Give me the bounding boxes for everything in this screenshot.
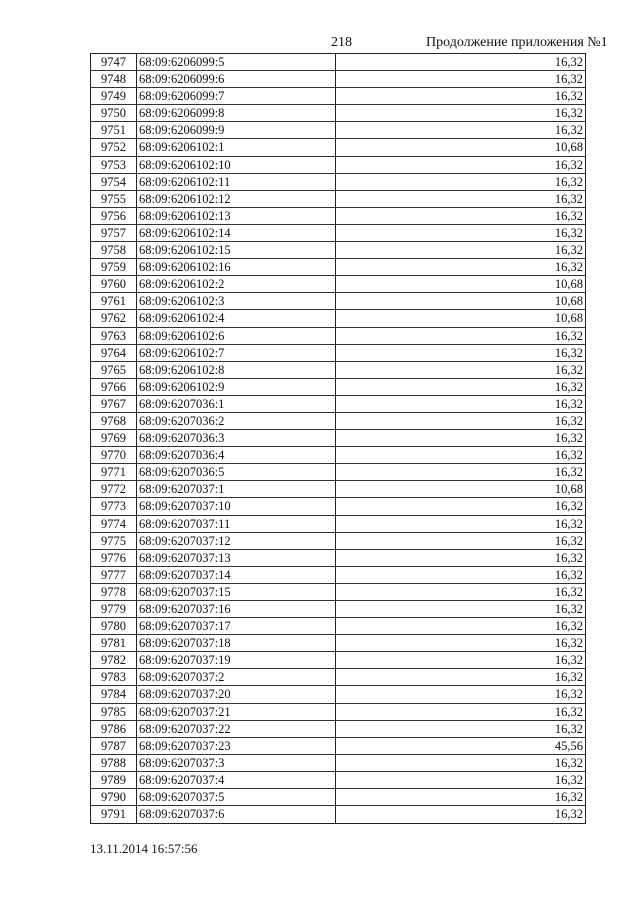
value-cell: 16,32: [335, 191, 586, 207]
cadastral-number-cell: 68:09:6207037:11: [136, 516, 335, 532]
cadastral-number-cell: 68:09:6207037:20: [136, 686, 335, 702]
table-row: [90, 738, 586, 755]
value-cell: 16,32: [335, 772, 586, 788]
value-cell: 10,68: [335, 276, 586, 292]
cadastral-number-cell: 68:09:6206099:6: [136, 71, 335, 87]
row-number-cell: 9788: [90, 755, 136, 771]
cadastral-number-cell: 68:09:6207037:22: [136, 721, 335, 737]
table-row: [90, 122, 586, 139]
cadastral-number-cell: 68:09:6207036:4: [136, 447, 335, 463]
row-number-cell: 9784: [90, 686, 136, 702]
row-number-cell: 9783: [90, 669, 136, 685]
cadastral-number-cell: 68:09:6206102:16: [136, 259, 335, 275]
value-cell: 16,32: [335, 430, 586, 446]
row-number-cell: 9771: [90, 464, 136, 480]
cadastral-number-cell: 68:09:6206102:10: [136, 157, 335, 173]
cadastral-number-cell: 68:09:6207037:19: [136, 652, 335, 668]
row-number-cell: 9764: [90, 345, 136, 361]
row-number-cell: 9786: [90, 721, 136, 737]
cadastral-number-cell: 68:09:6207037:17: [136, 618, 335, 634]
table-row: [90, 533, 586, 550]
cadastral-number-cell: 68:09:6207036:1: [136, 396, 335, 412]
row-number-cell: 9772: [90, 481, 136, 497]
cadastral-number-cell: 68:09:6206099:8: [136, 105, 335, 121]
row-number-cell: 9754: [90, 174, 136, 190]
value-cell: 16,32: [335, 533, 586, 549]
table-row: [90, 498, 586, 515]
table-row: [90, 208, 586, 225]
table-row: [90, 157, 586, 174]
table-row: [90, 54, 586, 71]
row-number-cell: 9753: [90, 157, 136, 173]
value-cell: 16,32: [335, 71, 586, 87]
cadastral-number-cell: 68:09:6207037:2: [136, 669, 335, 685]
table-row: [90, 721, 586, 738]
cadastral-number-cell: 68:09:6207037:13: [136, 550, 335, 566]
row-number-cell: 9789: [90, 772, 136, 788]
cadastral-number-cell: 68:09:6207037:15: [136, 584, 335, 600]
row-number-cell: 9767: [90, 396, 136, 412]
value-cell: 16,32: [335, 686, 586, 702]
cadastral-number-cell: 68:09:6206102:8: [136, 362, 335, 378]
cadastral-number-cell: 68:09:6206102:15: [136, 242, 335, 258]
value-cell: 16,32: [335, 208, 586, 224]
value-cell: 16,32: [335, 54, 586, 70]
row-number-cell: 9777: [90, 567, 136, 583]
table-row: [90, 755, 586, 772]
table-row: [90, 71, 586, 88]
value-cell: 16,32: [335, 755, 586, 771]
table-row: [90, 293, 586, 310]
table-row: [90, 567, 586, 584]
row-number-cell: 9773: [90, 498, 136, 514]
table-row: [90, 669, 586, 686]
row-number-cell: 9756: [90, 208, 136, 224]
row-number-cell: 9766: [90, 379, 136, 395]
value-cell: 45,56: [335, 738, 586, 754]
cadastral-number-cell: 68:09:6206102:13: [136, 208, 335, 224]
row-number-cell: 9761: [90, 293, 136, 309]
row-number-cell: 9749: [90, 88, 136, 104]
table-row: [90, 174, 586, 191]
value-cell: 16,32: [335, 550, 586, 566]
table-row: [90, 618, 586, 635]
table-row: [90, 413, 586, 430]
cadastral-number-cell: 68:09:6206102:7: [136, 345, 335, 361]
value-cell: 16,32: [335, 652, 586, 668]
row-number-cell: 9791: [90, 806, 136, 823]
table-row: [90, 772, 586, 789]
table-row: [90, 550, 586, 567]
cadastral-number-cell: 68:09:6207037:1: [136, 481, 335, 497]
value-cell: 10,68: [335, 139, 586, 155]
row-number-cell: 9785: [90, 704, 136, 720]
row-number-cell: 9776: [90, 550, 136, 566]
value-cell: 16,32: [335, 516, 586, 532]
cadastral-number-cell: 68:09:6207037:23: [136, 738, 335, 754]
table-row: [90, 396, 586, 413]
row-number-cell: 9768: [90, 413, 136, 429]
table-row: [90, 447, 586, 464]
value-cell: 16,32: [335, 669, 586, 685]
row-number-cell: 9790: [90, 789, 136, 805]
cadastral-number-cell: 68:09:6206102:11: [136, 174, 335, 190]
page-number: 218: [331, 35, 352, 50]
cadastral-number-cell: 68:09:6206102:6: [136, 328, 335, 344]
row-number-cell: 9758: [90, 242, 136, 258]
table-row: [90, 806, 586, 823]
table-row: [90, 259, 586, 276]
table-row: [90, 635, 586, 652]
value-cell: 16,32: [335, 806, 586, 823]
value-cell: 16,32: [335, 704, 586, 720]
row-number-cell: 9747: [90, 54, 136, 70]
table-row: [90, 328, 586, 345]
table-row: [90, 516, 586, 533]
value-cell: 16,32: [335, 88, 586, 104]
cadastral-number-cell: 68:09:6206102:3: [136, 293, 335, 309]
table-row: [90, 464, 586, 481]
value-cell: 16,32: [335, 789, 586, 805]
cadastral-number-cell: 68:09:6206099:9: [136, 122, 335, 138]
table-row: [90, 88, 586, 105]
value-cell: 10,68: [335, 293, 586, 309]
row-number-cell: 9770: [90, 447, 136, 463]
table-row: [90, 652, 586, 669]
cadastral-number-cell: 68:09:6206102:4: [136, 310, 335, 326]
table-row: [90, 481, 586, 498]
value-cell: 16,32: [335, 105, 586, 121]
row-number-cell: 9759: [90, 259, 136, 275]
table-row: [90, 430, 586, 447]
row-number-cell: 9760: [90, 276, 136, 292]
value-cell: 16,32: [335, 157, 586, 173]
row-number-cell: 9748: [90, 71, 136, 87]
table-row: [90, 362, 586, 379]
row-number-cell: 9765: [90, 362, 136, 378]
value-cell: 16,32: [335, 379, 586, 395]
value-cell: 10,68: [335, 310, 586, 326]
cadastral-number-cell: 68:09:6207037:16: [136, 601, 335, 617]
cadastral-number-cell: 68:09:6206099:7: [136, 88, 335, 104]
row-number-cell: 9782: [90, 652, 136, 668]
cadastral-number-cell: 68:09:6207037:5: [136, 789, 335, 805]
value-cell: 16,32: [335, 464, 586, 480]
value-cell: 16,32: [335, 225, 586, 241]
table-row: [90, 789, 586, 806]
cadastral-number-cell: 68:09:6207037:3: [136, 755, 335, 771]
cadastral-number-cell: 68:09:6206102:2: [136, 276, 335, 292]
row-number-cell: 9751: [90, 122, 136, 138]
value-cell: 16,32: [335, 584, 586, 600]
data-table: [90, 53, 586, 824]
value-cell: 16,32: [335, 328, 586, 344]
cadastral-number-cell: 68:09:6207037:21: [136, 704, 335, 720]
table-row: [90, 704, 586, 721]
cadastral-number-cell: 68:09:6207036:5: [136, 464, 335, 480]
row-number-cell: 9755: [90, 191, 136, 207]
value-cell: 16,32: [335, 362, 586, 378]
cadastral-number-cell: 68:09:6207036:3: [136, 430, 335, 446]
row-number-cell: 9752: [90, 139, 136, 155]
cadastral-number-cell: 68:09:6206102:9: [136, 379, 335, 395]
table-row: [90, 191, 586, 208]
table-row: [90, 276, 586, 293]
table-row: [90, 379, 586, 396]
cadastral-number-cell: 68:09:6207037:18: [136, 635, 335, 651]
cadastral-number-cell: 68:09:6206102:12: [136, 191, 335, 207]
table-row: [90, 139, 586, 156]
value-cell: 16,32: [335, 721, 586, 737]
row-number-cell: 9774: [90, 516, 136, 532]
table-row: [90, 584, 586, 601]
value-cell: 16,32: [335, 259, 586, 275]
continuation-label: Продолжение приложения №1: [426, 35, 608, 50]
table-row: [90, 686, 586, 703]
row-number-cell: 9780: [90, 618, 136, 634]
cadastral-number-cell: 68:09:6206102:14: [136, 225, 335, 241]
value-cell: 16,32: [335, 242, 586, 258]
value-cell: 16,32: [335, 174, 586, 190]
cadastral-number-cell: 68:09:6206099:5: [136, 54, 335, 70]
row-number-cell: 9763: [90, 328, 136, 344]
row-number-cell: 9762: [90, 310, 136, 326]
row-number-cell: 9750: [90, 105, 136, 121]
cadastral-number-cell: 68:09:6207036:2: [136, 413, 335, 429]
row-number-cell: 9778: [90, 584, 136, 600]
value-cell: 10,68: [335, 481, 586, 497]
row-number-cell: 9779: [90, 601, 136, 617]
value-cell: 16,32: [335, 567, 586, 583]
row-number-cell: 9781: [90, 635, 136, 651]
cadastral-number-cell: 68:09:6206102:1: [136, 139, 335, 155]
row-number-cell: 9757: [90, 225, 136, 241]
cadastral-number-cell: 68:09:6207037:14: [136, 567, 335, 583]
table-row: [90, 310, 586, 327]
table-row: [90, 225, 586, 242]
value-cell: 16,32: [335, 635, 586, 651]
value-cell: 16,32: [335, 498, 586, 514]
value-cell: 16,32: [335, 396, 586, 412]
row-number-cell: 9769: [90, 430, 136, 446]
value-cell: 16,32: [335, 618, 586, 634]
cadastral-number-cell: 68:09:6207037:10: [136, 498, 335, 514]
value-cell: 16,32: [335, 413, 586, 429]
value-cell: 16,32: [335, 122, 586, 138]
footer-timestamp: 13.11.2014 16:57:56: [90, 841, 198, 856]
value-cell: 16,32: [335, 345, 586, 361]
cadastral-number-cell: 68:09:6207037:6: [136, 806, 335, 823]
table-row: [90, 601, 586, 618]
value-cell: 16,32: [335, 601, 586, 617]
row-number-cell: 9775: [90, 533, 136, 549]
table-row: [90, 105, 586, 122]
table-row: [90, 345, 586, 362]
cadastral-number-cell: 68:09:6207037:4: [136, 772, 335, 788]
row-number-cell: 9787: [90, 738, 136, 754]
table-row: [90, 242, 586, 259]
cadastral-number-cell: 68:09:6207037:12: [136, 533, 335, 549]
value-cell: 16,32: [335, 447, 586, 463]
